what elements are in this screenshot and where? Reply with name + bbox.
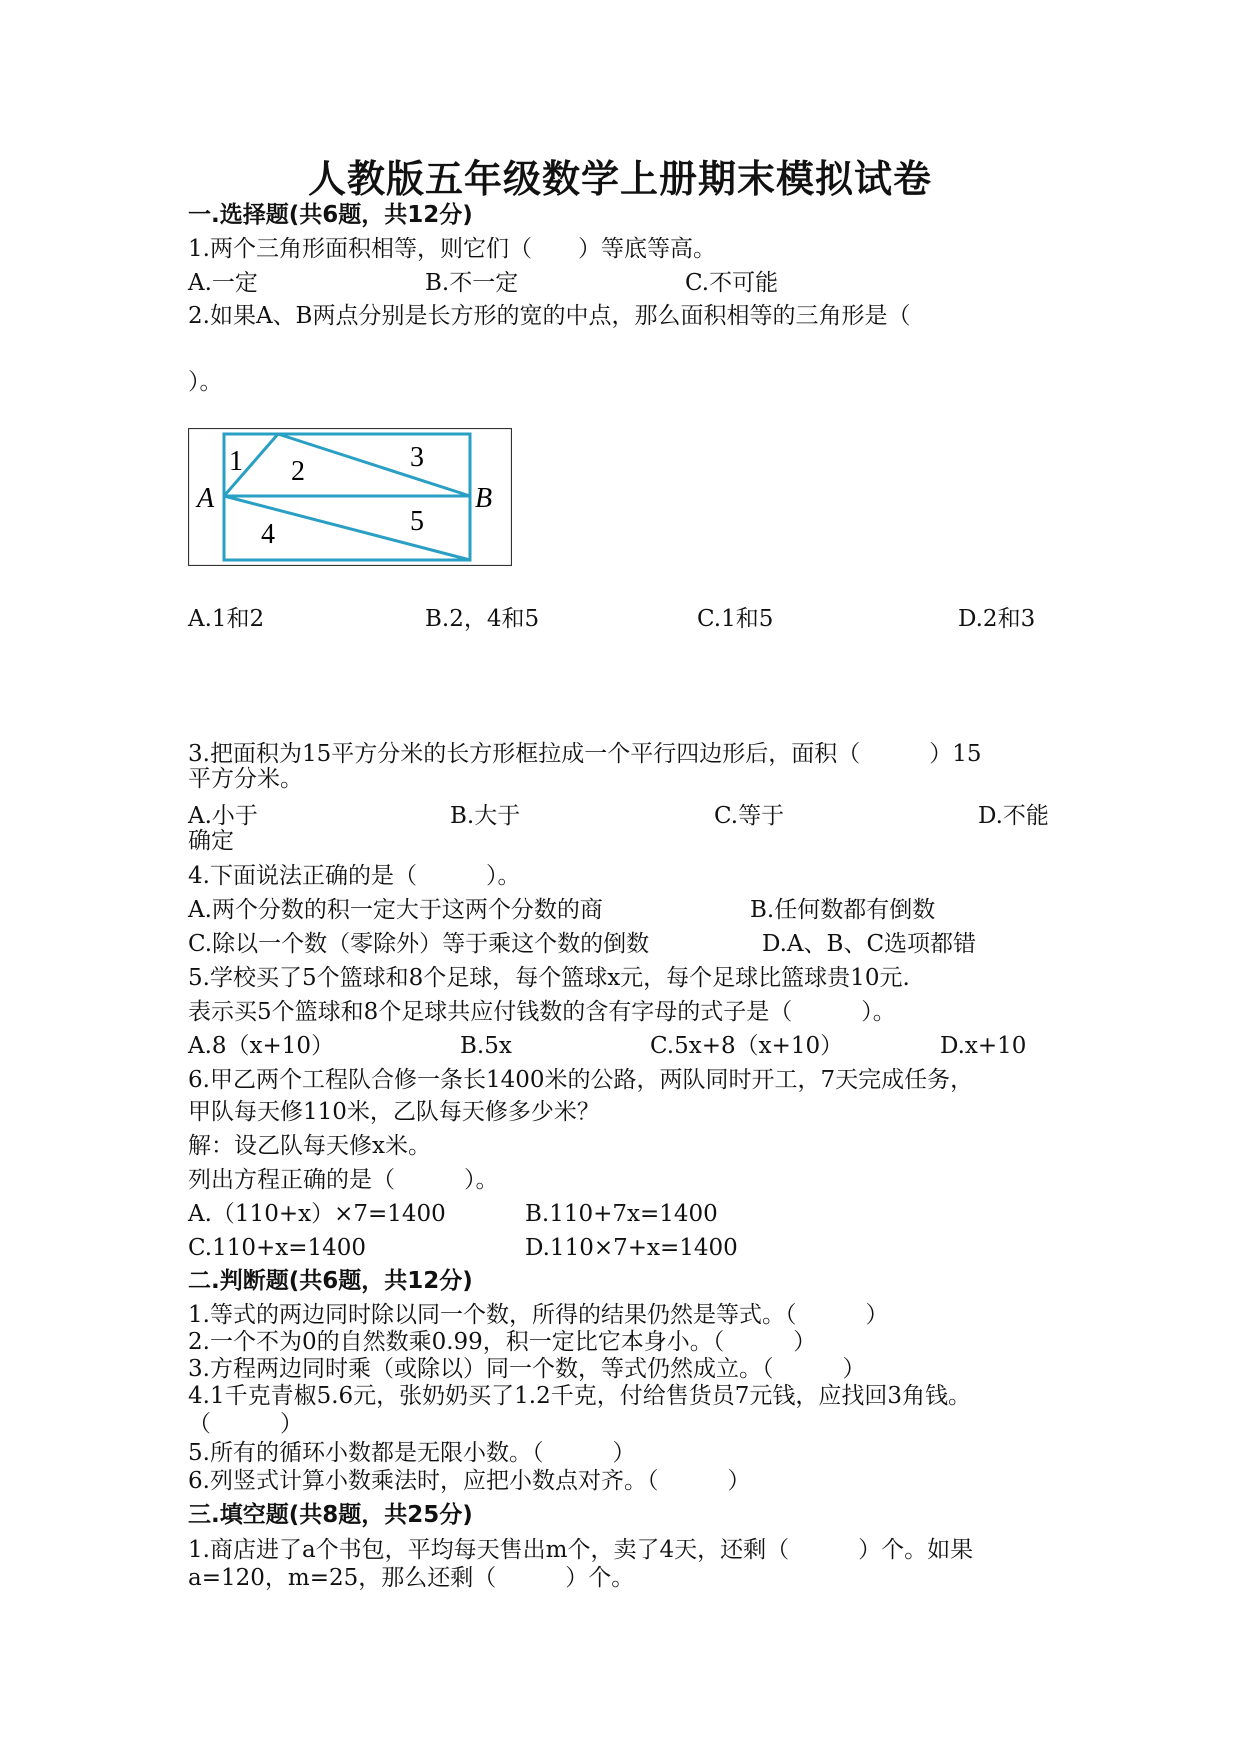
section-heading-choice: 一.选择题(共6题，共12分): [188, 202, 473, 228]
rectangle-triangles-figure: [188, 428, 512, 566]
option-a: A.一定: [188, 270, 258, 296]
question-stem-continued: ）。: [188, 369, 223, 395]
option-b: B.任何数都有倒数: [750, 897, 936, 923]
judge-question-continued: （ ）: [188, 1411, 303, 1437]
option-c: C.等于: [714, 803, 785, 829]
triangle-4-label: 4: [261, 519, 275, 550]
judge-question: 5.所有的循环小数都是无限小数。（ ）: [188, 1440, 636, 1466]
option-a: A.小于: [188, 803, 258, 829]
option-b: B.110+7x=1400: [525, 1201, 718, 1227]
question-stem: 4.下面说法正确的是（ ）。: [188, 863, 521, 889]
judge-question: 6.列竖式计算小数乘法时，应把小数点对齐。（ ）: [188, 1468, 751, 1494]
option-d: D.x+10: [940, 1033, 1027, 1059]
option-d-continued: 确定: [188, 828, 234, 854]
question-stem: 2.如果A、B两点分别是长方形的宽的中点，那么面积相等的三角形是（: [188, 303, 911, 329]
option-d: D.A、B、C选项都错: [762, 931, 977, 957]
question-prompt: 列出方程正确的是（ ）。: [188, 1167, 499, 1193]
option-a: A.8（x+10）: [188, 1033, 335, 1059]
section-heading-fill: 三.填空题(共8题，共25分): [188, 1502, 473, 1528]
triangle-3-label: 3: [410, 442, 424, 473]
question-stem-continued: 表示买5个篮球和8个足球共应付钱数的含有字母的式子是（ ）。: [188, 999, 896, 1025]
option-b: B.大于: [450, 803, 521, 829]
question-stem-continued: 平方分米。: [188, 766, 303, 792]
judge-question: 4.1千克青椒5.6元，张奶奶买了1.2千克，付给售货员7元钱，应找回3角钱。: [188, 1383, 971, 1409]
judge-question: 1.等式的两边同时除以同一个数，所得的结果仍然是等式。（ ）: [188, 1302, 889, 1328]
page-title: 人教版五年级数学上册期末模拟试卷: [307, 157, 932, 201]
question-stem-continued: 甲队每天修110米，乙队每天修多少米？: [188, 1099, 600, 1125]
question-stem: 6.甲乙两个工程队合修一条长1400米的公路，两队同时开工，7天完成任务，: [188, 1067, 974, 1093]
option-b: B.2，4和5: [425, 606, 540, 632]
option-d: D.不能: [978, 803, 1049, 829]
option-a: A.（110+x）×7=1400: [188, 1201, 446, 1227]
question-stem: 3.把面积为15平方分米的长方形框拉成一个平行四边形后，面积（ ）15: [188, 741, 982, 767]
option-a: A.1和2: [188, 606, 265, 632]
option-d: D.110×7+x=1400: [525, 1235, 738, 1261]
triangle-1-label: 1: [229, 446, 243, 477]
option-c: C.5x+8（x+10）: [650, 1033, 844, 1059]
option-b: B.5x: [460, 1033, 512, 1059]
option-a: A.两个分数的积一定大于这两个分数的商: [188, 897, 603, 923]
option-c: C.1和5: [697, 606, 774, 632]
question-stem: 1.两个三角形面积相等，则它们（ ）等底等高。: [188, 236, 716, 262]
question-stem: 5.学校买了5个篮球和8个足球，每个篮球x元，每个足球比篮球贵10元.: [188, 965, 910, 991]
point-a-label: A: [197, 483, 215, 514]
triangle-2-label: 2: [291, 456, 305, 487]
solution-setup: 解：设乙队每天修x米。: [188, 1133, 431, 1159]
judge-question: 3.方程两边同时乘（或除以）同一个数，等式仍然成立。（ ）: [188, 1356, 866, 1382]
point-b-label: B: [475, 483, 493, 514]
triangle-5-label: 5: [410, 506, 424, 537]
judge-question: 2.一个不为0的自然数乘0.99，积一定比它本身小。（ ）: [188, 1329, 817, 1355]
section-heading-judge: 二.判断题(共6题，共12分): [188, 1268, 473, 1294]
option-c: C.不可能: [685, 270, 779, 296]
fill-question: 1.商店进了a个书包，平均每天售出m个，卖了4天，还剩（ ）个。如果: [188, 1537, 974, 1563]
option-c: C.除以一个数（零除外）等于乘这个数的倒数: [188, 931, 650, 957]
option-c: C.110+x=1400: [188, 1235, 367, 1261]
option-d: D.2和3: [958, 606, 1036, 632]
fill-question-continued: a=120，m=25，那么还剩（ ）个。: [188, 1565, 635, 1591]
option-b: B.不一定: [425, 270, 519, 296]
